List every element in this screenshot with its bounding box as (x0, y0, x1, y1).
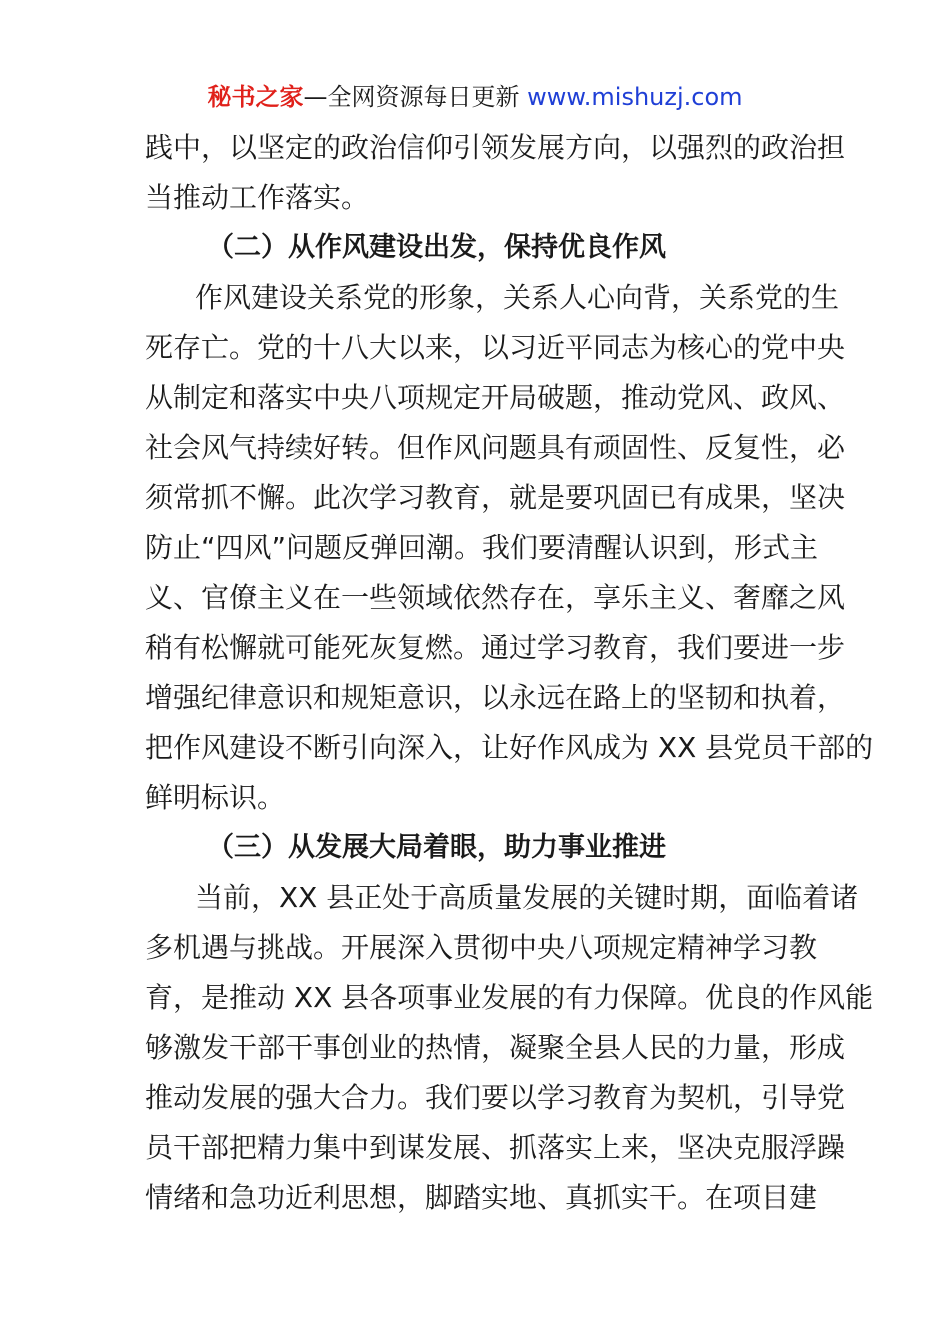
paragraph-line: 把作风建设不断引向深入，让好作风成为 XX 县党员干部的 (145, 731, 874, 764)
website-link[interactable]: www.mishuzj.com (527, 83, 743, 111)
paragraph-line: 当前，XX 县正处于高质量发展的关键时期，面临着诸 (195, 881, 859, 914)
paragraph-line: 从制定和落实中央八项规定开局破题，推动党风、政风、 (145, 381, 846, 414)
paragraph-line: 防止“四风”问题反弹回潮。我们要清醒认识到，形式主 (145, 531, 819, 564)
paragraph-line: 育，是推动 XX 县各项事业发展的有力保障。优良的作风能 (145, 981, 874, 1014)
paragraph-line: 当推动工作落实。 (145, 181, 370, 214)
header-tagline: —全网资源每日更新 (303, 83, 528, 111)
paragraph-line: 义、官僚主义在一些领域依然存在，享乐主义、奢靡之风 (145, 581, 846, 614)
brand-name: 秘书之家 (207, 83, 304, 111)
paragraph-line: 推动发展的强大合力。我们要以学习教育为契机，引导党 (145, 1081, 846, 1114)
document-body (145, 123, 874, 1223)
paragraph-line: 社会风气持续好转。但作风问题具有顽固性、反复性，必 (145, 431, 846, 464)
section-heading: （二）从作风建设出发，保持优良作风 (207, 232, 666, 263)
paragraph-line: 员干部把精力集中到谋发展、抓落实上来，坚决克服浮躁 (145, 1131, 846, 1164)
paragraph-line: 死存亡。党的十八大以来，以习近平同志为核心的党中央 (145, 331, 846, 364)
paragraph-line: 鲜明标识。 (145, 781, 286, 814)
paragraph-line: 作风建设关系党的形象，关系人心向背，关系党的生 (195, 281, 840, 314)
paragraph-line: 多机遇与挑战。开展深入贯彻中央八项规定精神学习教 (145, 931, 818, 964)
paragraph-line: 践中，以坚定的政治信仰引领发展方向，以强烈的政治担 (145, 131, 846, 164)
section-heading: （三）从发展大局着眼，助力事业推进 (207, 832, 666, 863)
paragraph-line: 情绪和急功近利思想，脚踏实地、真抓实干。在项目建 (145, 1181, 818, 1214)
paragraph-line: 须常抓不懈。此次学习教育，就是要巩固已有成果，坚决 (145, 481, 846, 514)
page-header (0, 80, 950, 114)
paragraph-line: 够激发干部干事创业的热情，凝聚全县人民的力量，形成 (145, 1031, 846, 1064)
paragraph-line: 增强纪律意识和规矩意识，以永远在路上的坚韧和执着， (145, 681, 846, 714)
paragraph-line: 稍有松懈就可能死灰复燃。通过学习教育，我们要进一步 (145, 631, 846, 664)
